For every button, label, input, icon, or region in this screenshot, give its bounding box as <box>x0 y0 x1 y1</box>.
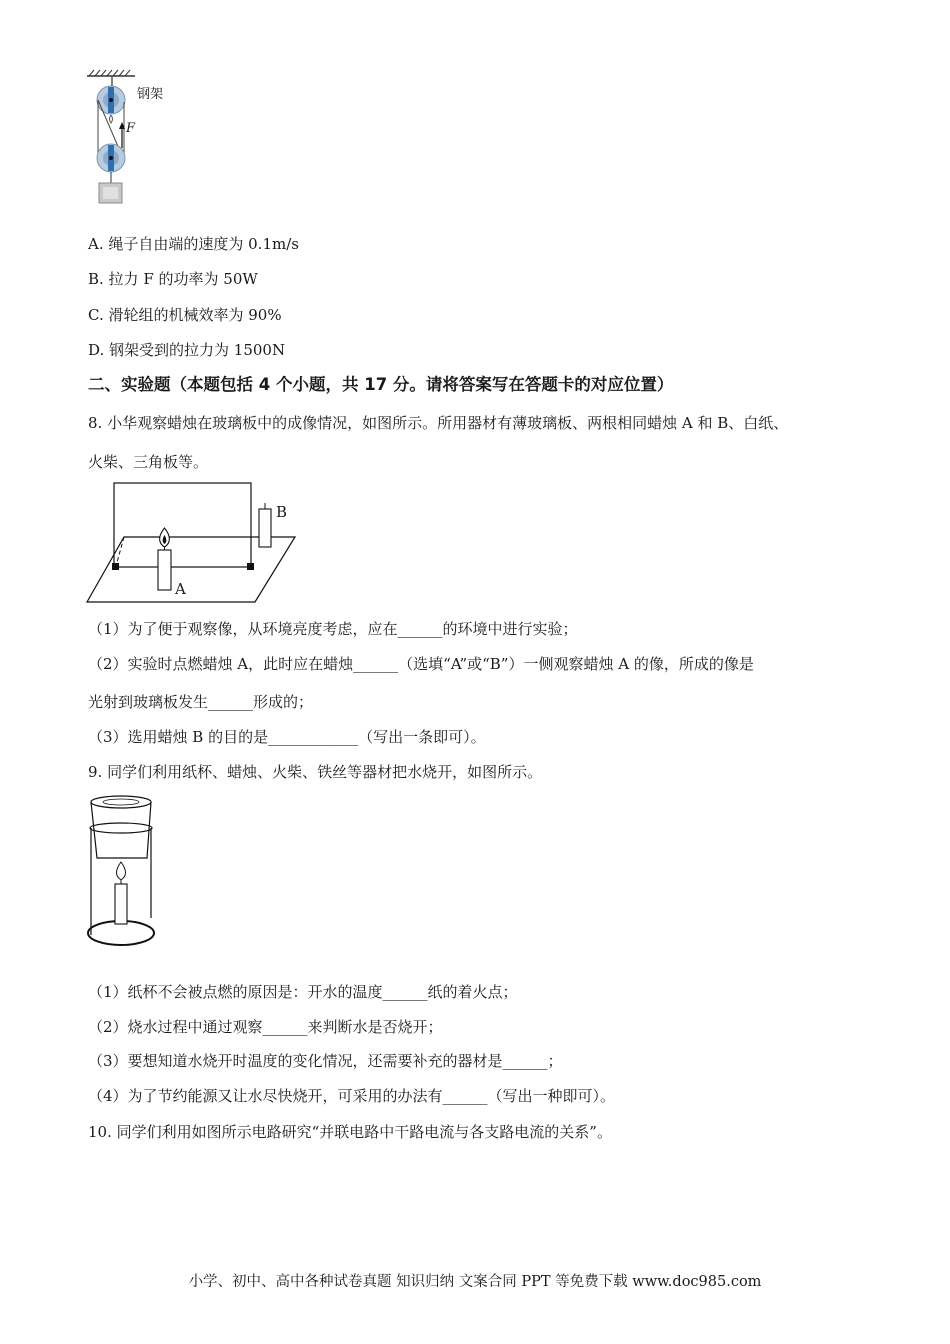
paper-cup-boiling-figure <box>85 790 165 950</box>
q9-sub2: （2）烧水过程中通过观察______来判断水是否烧开； <box>88 1018 443 1036</box>
option-b: B. 拉力 F 的功率为 50W <box>88 270 258 288</box>
q8-stem-line2: 火柴、三角板等。 <box>88 453 209 471</box>
option-d: D. 钢架受到的拉力为 1500N <box>88 341 286 359</box>
option-c: C. 滑轮组的机械效率为 90% <box>88 306 282 324</box>
page-footer: 小学、初中、高中各种试卷真题 知识归纳 文案合同 PPT 等免费下载 www.doc985.com <box>188 1274 762 1290</box>
q9-sub3: （3）要想知道水烧开时温度的变化情况，还需要补充的器材是______； <box>88 1052 563 1070</box>
q9-stem: 9. 同学们利用纸杯、蜡烛、火柴、铁丝等器材把水烧开，如图所示。 <box>88 763 543 781</box>
q10-stem: 10. 同学们利用如图所示电路研究“并联电路中干路电流与各支路电流的关系”。 <box>88 1123 612 1141</box>
q8-sub2-line1: （2）实验时点燃蜡烛 A，此时应在蜡烛______（选填“A”或“B”）一侧观察蜡烛 A 的像，所成的像是 <box>88 655 754 673</box>
candle-a-label: A <box>175 580 186 598</box>
force-label: F <box>126 121 136 136</box>
option-a: A. 绳子自由端的速度为 0.1m/s <box>88 235 299 253</box>
q8-stem-line1: 8. 小华观察蜡烛在玻璃板中的成像情况，如图所示。所用器材有薄玻璃板、两根相同蜡烛 A 和 B、白纸、 <box>88 414 789 432</box>
q8-sub1: （1）为了便于观察像，从环境亮度考虑，应在______的环境中进行实验； <box>88 620 578 638</box>
candle-b-label: B <box>276 503 288 521</box>
q8-sub3: （3）选用蜡烛 B 的目的是____________（写出一条即可）。 <box>88 728 486 746</box>
q9-sub4: （4）为了节约能源又让水尽快烧开，可采用的办法有______（写出一种即可）。 <box>88 1087 616 1105</box>
mirror-experiment-figure <box>85 480 315 605</box>
q8-sub2-line2: 光射到玻璃板发生______形成的； <box>88 693 314 711</box>
section-heading: 二、实验题（本题包括 4 个小题，共 17 分。请将答案写在答题卡的对应位置） <box>88 375 674 394</box>
q9-sub1: （1）纸杯不会被点燃的原因是：开水的温度______纸的着火点； <box>88 983 518 1001</box>
pulley-system-figure <box>85 70 185 205</box>
frame-label: 钢架 <box>137 87 164 102</box>
